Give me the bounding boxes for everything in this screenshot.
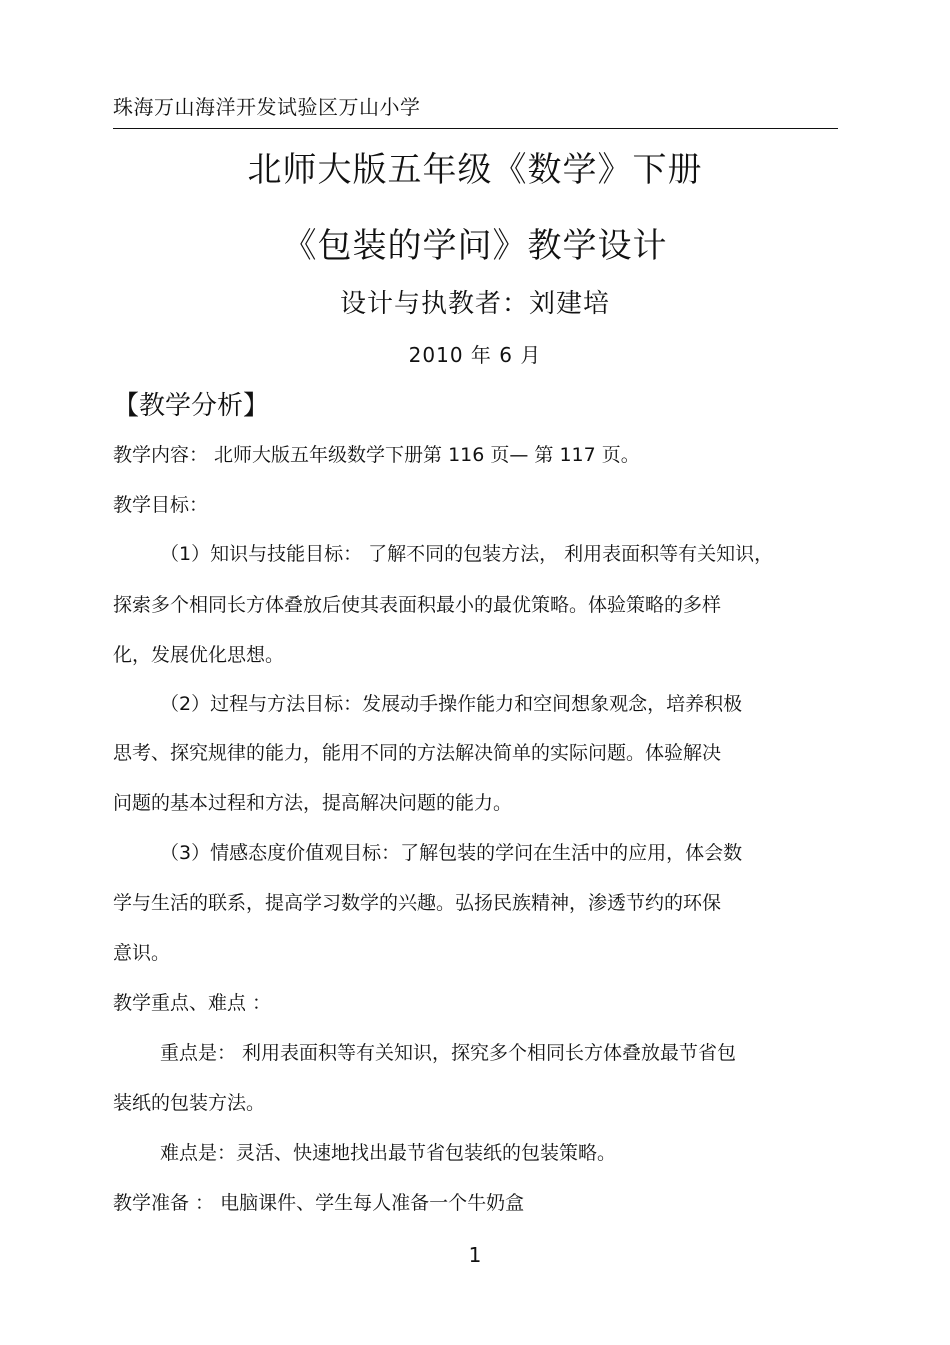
key-points-label: 教学重点、难点 ： [113, 992, 272, 1014]
header-rule [113, 128, 838, 129]
goal2-line: 问题的基本过程和方法，提高解决问题的能力。 [113, 792, 513, 814]
key-point-line: 重点是： 利用表面积等有关知识，探究多个相同长方体叠放最节省包 [160, 1042, 737, 1064]
document-subtitle: 《包装的学问》教学设计 [282, 226, 668, 266]
goal1-line: 化，发展优化思想。 [113, 644, 285, 666]
page-header: 珠海万山海洋开发试验区万山小学 [113, 95, 421, 119]
goal2-line: 思考、探究规律的能力，能用不同的方法解决简单的实际问题。体验解决 [113, 742, 722, 764]
goals-label: 教学目标： [113, 494, 209, 516]
preparation-line: 教学准备 ： 电脑课件、学生每人准备一个牛奶盒 [113, 1192, 525, 1214]
author-line: 设计与执教者：刘建培 [339, 289, 610, 319]
key-point-line: 装纸的包装方法。 [113, 1092, 266, 1114]
difficulty-line: 难点是：灵活、快速地找出最节省包装纸的包装策略。 [160, 1142, 617, 1164]
document-title: 北师大版五年级《数学》下册 [247, 150, 703, 190]
goal3-line: 意识。 [113, 942, 171, 964]
date-line: 2010 年 6 月 [408, 343, 542, 367]
goal2-line: （2）过程与方法目标：发展动手操作能力和空间想象观念，培养积极 [160, 693, 743, 715]
section-heading: 【教学分析】 [113, 391, 270, 421]
teaching-content: 教学内容： 北师大版五年级数学下册第 116 页— 第 117 页。 [113, 444, 640, 466]
goal1-line: 探索多个相同长方体叠放后使其表面积最小的最优策略。体验策略的多样 [113, 594, 722, 616]
page-number: 1 [468, 1243, 482, 1267]
goal3-line: （3）情感态度价值观目标：了解包装的学问在生活中的应用，体会数 [160, 842, 743, 864]
goal1-line: （1）知识与技能目标： 了解不同的包装方法， 利用表面积等有关知识， [160, 543, 774, 565]
goal3-line: 学与生活的联系，提高学习数学的兴趣。弘扬民族精神，渗透节约的环保 [113, 892, 722, 914]
